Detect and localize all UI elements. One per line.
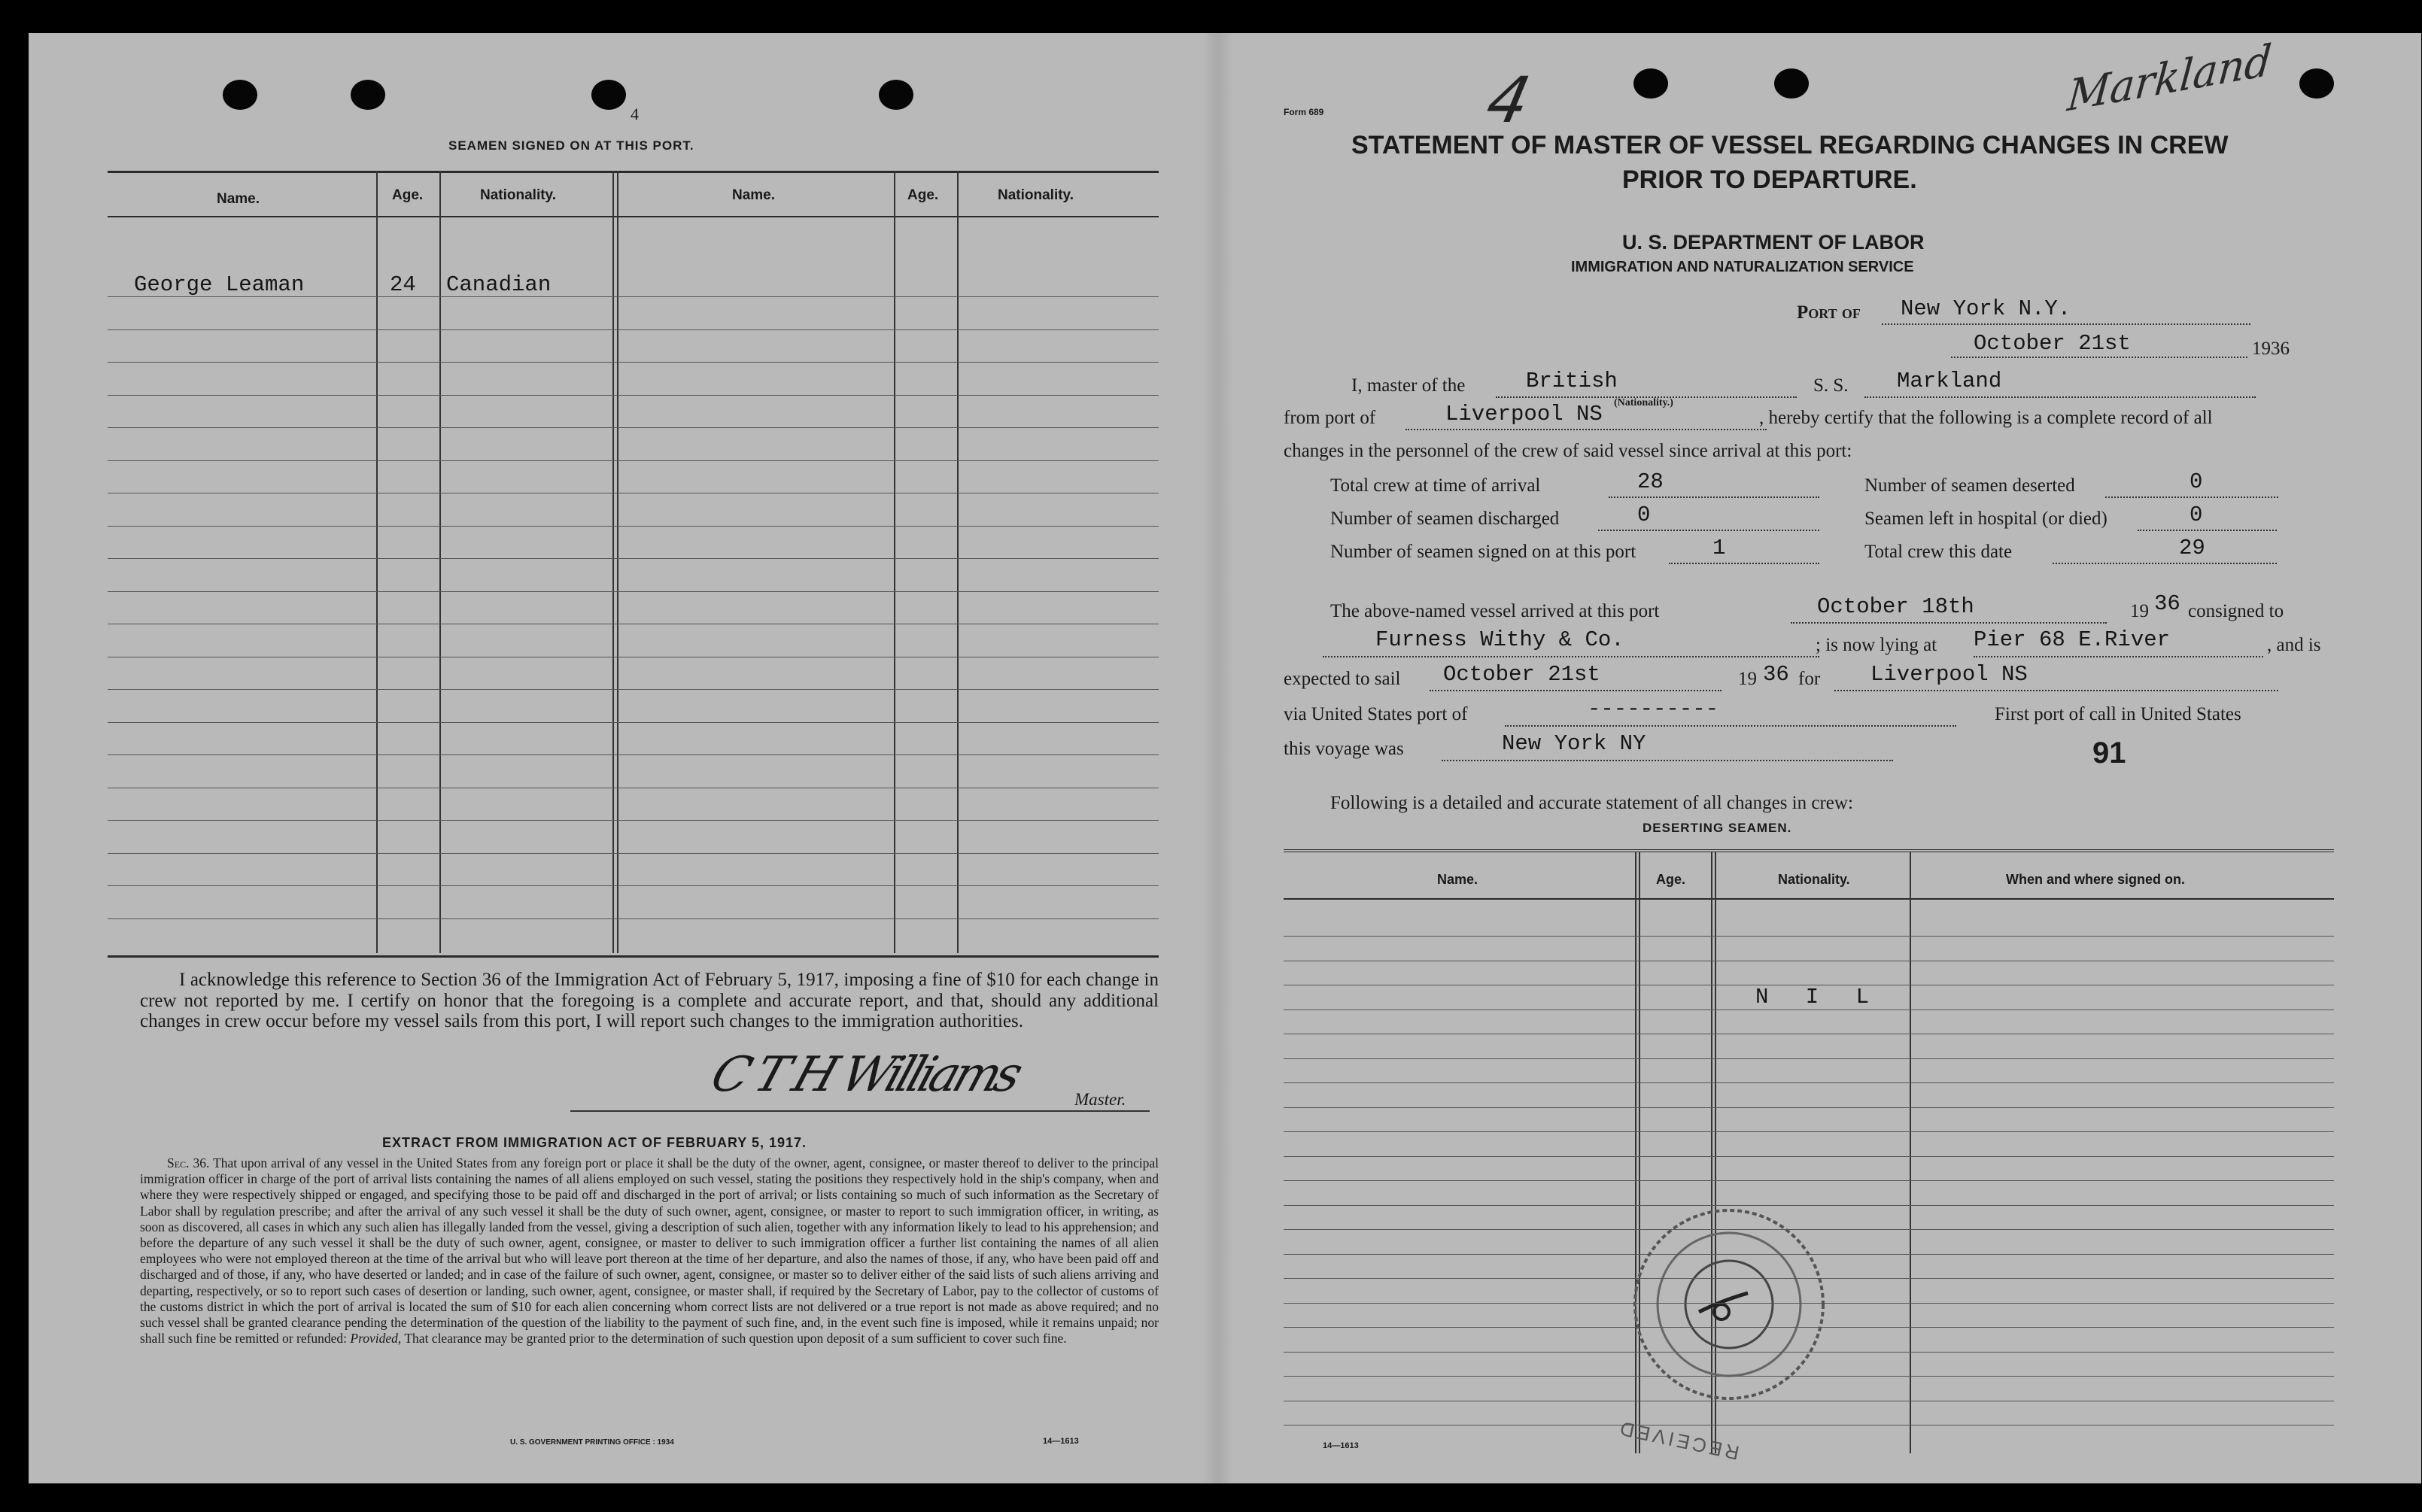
deserting-title: DESERTING SEAMEN. [1643,821,1792,835]
via-label: via United States port of [1284,704,1468,724]
voyage-label: this voyage was [1284,739,1404,759]
punch-hole [591,80,626,110]
column-header-name: Name. [217,191,260,207]
changes-text: changes in the personnel of the crew of said vessel since arrival at this port: [1284,441,1852,461]
crew-name: George Leaman [134,272,305,297]
signature-label: Master. [1074,1090,1126,1109]
first-port-value: New York NY [1502,731,1646,756]
punch-hole [1633,68,1668,99]
form-title: STATEMENT OF MASTER OF VESSEL REGARDING CHANGES IN CREW [1351,131,2229,159]
acknowledgement-text: I acknowledge this reference to Section 36 of the Immigration Act of February 5, 1917, imposing a fine of $10 for each change in crew not reported by me. I certify on honor that the foregoing is a complete and accurate report, and that, should any additional changes in crew occur before my vessel sails from this port, I will report such changes to the immigration authorities. [140,970,1159,1031]
section-title: SEAMEN SIGNED ON AT THIS PORT. [448,138,694,153]
signed-on-value: 1 [1712,536,1726,560]
table-rule [108,362,1159,363]
table-rule [108,526,1159,527]
table-rule [1284,936,2334,937]
signed-on-label: Number of seamen signed on at this port [1330,542,1636,562]
table-rule [108,427,1159,428]
deserted-label: Number of seamen deserted [1864,475,2075,496]
column-header-age: Age. [907,187,939,203]
form-number: Form 689 [1284,107,1324,117]
table-rule [1284,1205,2334,1206]
deserting-header-when-where: When and where signed on. [2006,872,2186,887]
table-rule [108,329,1159,330]
table-rule [108,918,1159,919]
table-rule [1284,1131,2334,1132]
table-rule [108,689,1159,690]
column-header-age: Age. [392,187,424,203]
table-rule [1284,1082,2334,1083]
expected-label: expected to sail [1284,669,1401,689]
arrived-year-value: 36 [2154,591,2180,616]
table-rule [108,460,1159,461]
ss-label: S. S. [1813,375,1849,396]
discharged-label: Number of seamen discharged [1330,509,1560,529]
table-rule [1284,1352,2334,1353]
page-number: 4 [631,105,639,123]
hospital-label: Seamen left in hospital (or died) [1864,509,2107,529]
deserted-value: 0 [2190,469,2203,494]
table-rule [1284,1229,2334,1230]
deserting-header-nationality: Nationality. [1778,872,1850,887]
vessel-value: Markland [1897,369,2002,393]
master-signature: C T H Williams [704,1047,1026,1103]
extract-lead: Sec. 36. [167,1155,210,1170]
table-rule [1284,1327,2334,1328]
discharged-value: 0 [1637,502,1651,527]
table-rule [1284,1278,2334,1279]
table-rule [1284,1180,2334,1181]
sail-year-prefix: 19 [1738,669,1757,689]
table-rule [108,296,1159,297]
extract-proviso: That clearance may be granted prior to the determination of such question upon deposit of a sum sufficient to cover such fine. [404,1331,1067,1347]
table-rule [1284,1303,2334,1304]
table-rule [1284,1107,2334,1108]
column-header-name: Name. [732,187,776,203]
extract-text: That upon arrival of any vessel in the United States from any foreign port or place it shall be the duty of the owner, agent, consignee, or master thereof to deliver to the principal immigration officer in charge of the port of arrival lists containing the names of all aliens employed on such vessel, stating the positions they respectively hold in the ship's company, when and where they were respectively shipped or engaged, and specifying those to be paid off and discharged in the port of arrival; or lists containing so much of such information as the Secretary of Labor shall by regulation prescribe; and after the arrival of any such vessel it shall be the duty of such owner, agent, consignee, or master to report to such immigration officer, in writing, as soon as discovered, all cases in which any such alien has illegally landed from the vessel, giving a description of such alien, together with any information likely to lead to his apprehension; and before the departure of any such vessel it shall be the duty of such owner, agent, consignee, or master to deliver to such immigration officer a further list containing the names of all alien employees who were not employed thereon at the time of the arrival but who will leave port thereon at the time of her departure, and also the names of those, if any, who have been paid off and discharged and of those, if any, who have deserted or landed; and in case of the failure of such owner, agent, consignee, or master so to deliver either of the said lists of such aliens arriving and departing, respectively, or so to report such cases of desertion or landing, such owner, agent, consignee, or master shall, if required by the Secretary of Labor, pay to the collector of customs of the customs district in which the port of arrival is located the sum of $10 for each alien concerning whom correct lists are not delivered or a true report is not made as above required; and no such vessel shall be granted clearance pending the determination of the question of the liability to the payment of such fine, and, in the event such fine is imposed, while it remains unpaid; nor shall such fine be remitted or refunded: [140,1155,1159,1347]
following-text: Following is a detailed and accurate statement of all changes in crew: [1330,793,1853,813]
received-stamp [1609,1192,1849,1417]
crew-nationality: Canadian [446,272,552,297]
table-rule [108,820,1159,821]
printer-line: U. S. GOVERNMENT PRINTING OFFICE : 1934 [510,1438,674,1447]
total-crew-arrival-value: 28 [1637,469,1664,494]
table-rule [108,591,1159,592]
punch-hole [2299,68,2334,99]
table-rule [108,558,1159,559]
via-port-value: ---------- [1588,697,1719,721]
extract-body [140,1155,1159,1347]
punch-hole [351,80,385,110]
table-rule [108,754,1159,755]
arrived-date-value: October 18th [1817,594,1974,619]
table-rule [108,722,1159,723]
handwritten-vessel-name: Markland [2065,35,2274,122]
and-is: , and is [2267,635,2321,655]
table-rule [108,395,1159,396]
punch-hole [1774,68,1809,99]
table-rule [1284,1254,2334,1255]
document-sheet [29,33,2421,1483]
service: IMMIGRATION AND NATURALIZATION SERVICE [1571,259,1914,275]
port-value: New York N.Y. [1901,296,2071,321]
deserting-header-age: Age. [1656,872,1686,887]
crew-age: 24 [390,272,416,297]
form-code-right: 14—1613 [1323,1441,1359,1450]
pier-value: Pier 68 E.River [1974,627,2171,652]
table-rule [108,885,1159,886]
table-rule [1284,1156,2334,1157]
destination-value: Liverpool NS [1870,662,2028,687]
total-crew-arrival-label: Total crew at time of arrival [1330,475,1541,496]
from-port-value: Liverpool NS [1445,402,1603,427]
table-rule [1284,1376,2334,1377]
punch-hole [879,80,913,110]
total-crew-date-label: Total crew this date [1864,542,2013,562]
sail-date-value: October 21st [1443,662,1600,687]
deserting-header-name: Name. [1437,872,1478,887]
form-code-left: 14—1613 [1043,1437,1079,1446]
master-label: I, master of the [1351,375,1466,396]
from-port-label: from port of [1284,408,1376,428]
lying-label: ; is now lying at [1816,635,1937,655]
page-fold [1202,33,1234,1483]
arrived-label: The above-named vessel arrived at this port [1330,601,1660,621]
certify-text: , hereby certify that the following is a complete record of all [1759,408,2213,428]
consignee-value: Furness Withy & Co. [1375,627,1624,652]
nationality-caption: (Nationality.) [1614,397,1673,408]
deserting-entry-nil: N I L [1755,985,1882,1010]
hospital-value: 0 [2190,502,2203,527]
nationality-value: British [1526,369,1618,393]
form-title-line2: PRIOR TO DEPARTURE. [1622,165,1917,194]
extract-title: EXTRACT FROM IMMIGRATION ACT OF FEBRUARY 5, 1917. [382,1135,807,1150]
date-value: October 21st [1974,331,2131,356]
extract-proviso-word: Provided, [350,1331,402,1347]
arrived-year-prefix: 19 [2130,601,2149,621]
table-rule [108,853,1159,854]
column-header-nationality: Nationality. [998,187,1074,203]
received-stamp-text: RECEIVED [1615,1416,1742,1465]
consigned-label: consigned to [2188,601,2284,621]
sail-year-value: 36 [1763,662,1789,687]
port-label: Port of [1797,302,1861,323]
department: U. S. DEPARTMENT OF LABOR [1622,231,1925,254]
column-header-nationality: Nationality. [480,187,556,203]
total-crew-date-value: 29 [2179,536,2205,560]
year-value: 1936 [2252,339,2290,359]
first-port-label: First port of call in United States [1995,704,2241,724]
stamp-number: 91 [2092,736,2126,770]
punch-hole [223,80,257,110]
table-rule [1284,1058,2334,1059]
corner-mark: 4 [1480,63,1536,137]
for-label: for [1798,669,1821,689]
